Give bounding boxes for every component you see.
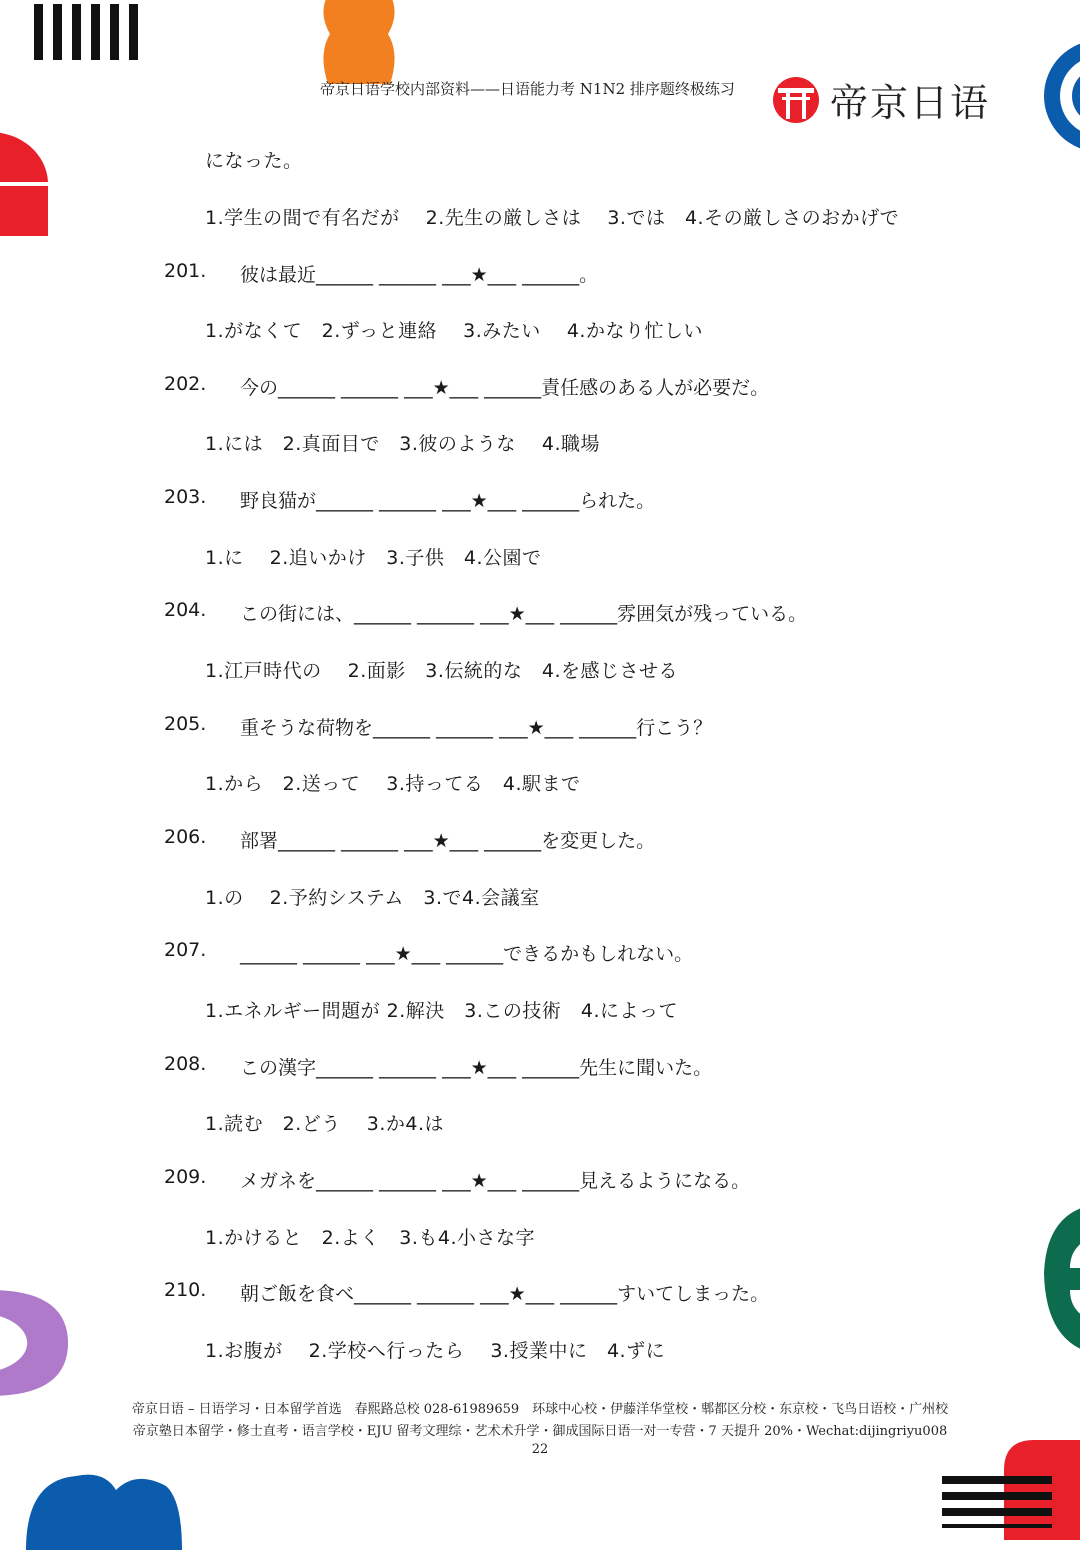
- question-text: この漢字______ ______ ___★___ ______先生に聞いた。: [240, 1057, 713, 1079]
- green-shape-decoration: [1036, 1204, 1080, 1354]
- question-options: 1.エネルギー問題が 2.解決 3.この技術 4.によって: [205, 1000, 679, 1022]
- blue-cloud-decoration: [26, 1470, 182, 1550]
- question-number: 203.: [164, 486, 207, 508]
- question-options: 1.の 2.予約システム 3.で4.会議室: [205, 887, 540, 909]
- header-title: 帝京日语学校内部资料——日语能力考 N1N2 排序题终极练习: [320, 80, 735, 98]
- question-number: 209.: [164, 1166, 207, 1188]
- footer-line-2: 帝京塾日本留学・修士直考・语言学校・EJU 留考文理综・艺术术升学・御成国际日语一对一专营・7 天提升 20%・Wechat:dijingriyu008: [132, 1424, 948, 1439]
- purple-arc-decoration: [0, 1290, 70, 1396]
- question-options: 1.お腹が 2.学校へ行ったら 3.授業中に 4.ずに: [205, 1340, 666, 1362]
- black-stripes-decoration: [942, 1476, 1052, 1528]
- logo-text: 帝京日语: [830, 81, 991, 125]
- question-text: この街には、______ ______ ___★___ ______雰囲気が残っている。: [240, 603, 808, 625]
- question-text: 彼は最近______ ______ ___★___ ______。: [240, 264, 599, 286]
- question-number: 204.: [164, 599, 207, 621]
- question-options: 1.読む 2.どう 3.か4.は: [205, 1113, 445, 1135]
- orange-blob-decoration: [318, 0, 400, 84]
- previous-question-options: 1.学生の間で有名だが 2.先生の厳しさは 3.では 4.その厳しさのおかげで: [205, 207, 900, 229]
- question-number: 205.: [164, 713, 207, 735]
- question-number: 210.: [164, 1279, 207, 1301]
- question-number: 206.: [164, 826, 207, 848]
- torii-logo-icon: [772, 76, 820, 124]
- question-number: 202.: [164, 373, 207, 395]
- barcode-decoration: [34, 4, 144, 60]
- page-number: 22: [531, 1442, 549, 1457]
- question-options: 1.には 2.真面目で 3.彼のような 4.職場: [205, 433, 601, 455]
- question-text: 今の______ ______ ___★___ ______責任感のある人が必要だ。: [240, 377, 770, 399]
- question-text: 重そうな荷物を______ ______ ___★___ ______行こう？: [240, 717, 713, 739]
- question-text: 野良猫が______ ______ ___★___ ______られた。: [240, 490, 656, 512]
- question-text: ______ ______ ___★___ ______できるかもしれない。: [240, 943, 694, 965]
- blue-circle-decoration: [1028, 38, 1080, 154]
- footer-line-1: 帝京日语 – 日语学习・日本留学首选 春熙路总校 028-61989659 环球中心校・伊藤洋华堂校・郫都区分校・东京校・飞鸟日语校・广州校: [131, 1402, 949, 1417]
- question-options: 1.江戸時代の 2.面影 3.伝統的な 4.を感じさせる: [205, 660, 679, 682]
- question-text: メガネを______ ______ ___★___ ______見えるようになる。: [240, 1170, 751, 1192]
- question-options: 1.かけると 2.よく 3.も4.小さな字: [205, 1227, 536, 1249]
- question-number: 207.: [164, 939, 207, 961]
- school-logo: [772, 72, 990, 127]
- question-number: 201.: [164, 260, 207, 282]
- red-shape-decoration: [0, 132, 50, 236]
- question-options: 1.から 2.送って 3.持ってる 4.駅まで: [205, 773, 581, 795]
- question-text: 朝ご飯を食べ______ ______ ___★___ ______すいてしまった。: [240, 1283, 770, 1305]
- question-number: 208.: [164, 1053, 207, 1075]
- question-text: 部署______ ______ ___★___ ______を変更した。: [240, 830, 656, 852]
- previous-question-continuation: になった。: [205, 150, 303, 172]
- question-options: 1.がなくて 2.ずっと連絡 3.みたい 4.かなり忙しい: [205, 320, 703, 342]
- question-options: 1.に 2.追いかけ 3.子供 4.公園で: [205, 547, 542, 569]
